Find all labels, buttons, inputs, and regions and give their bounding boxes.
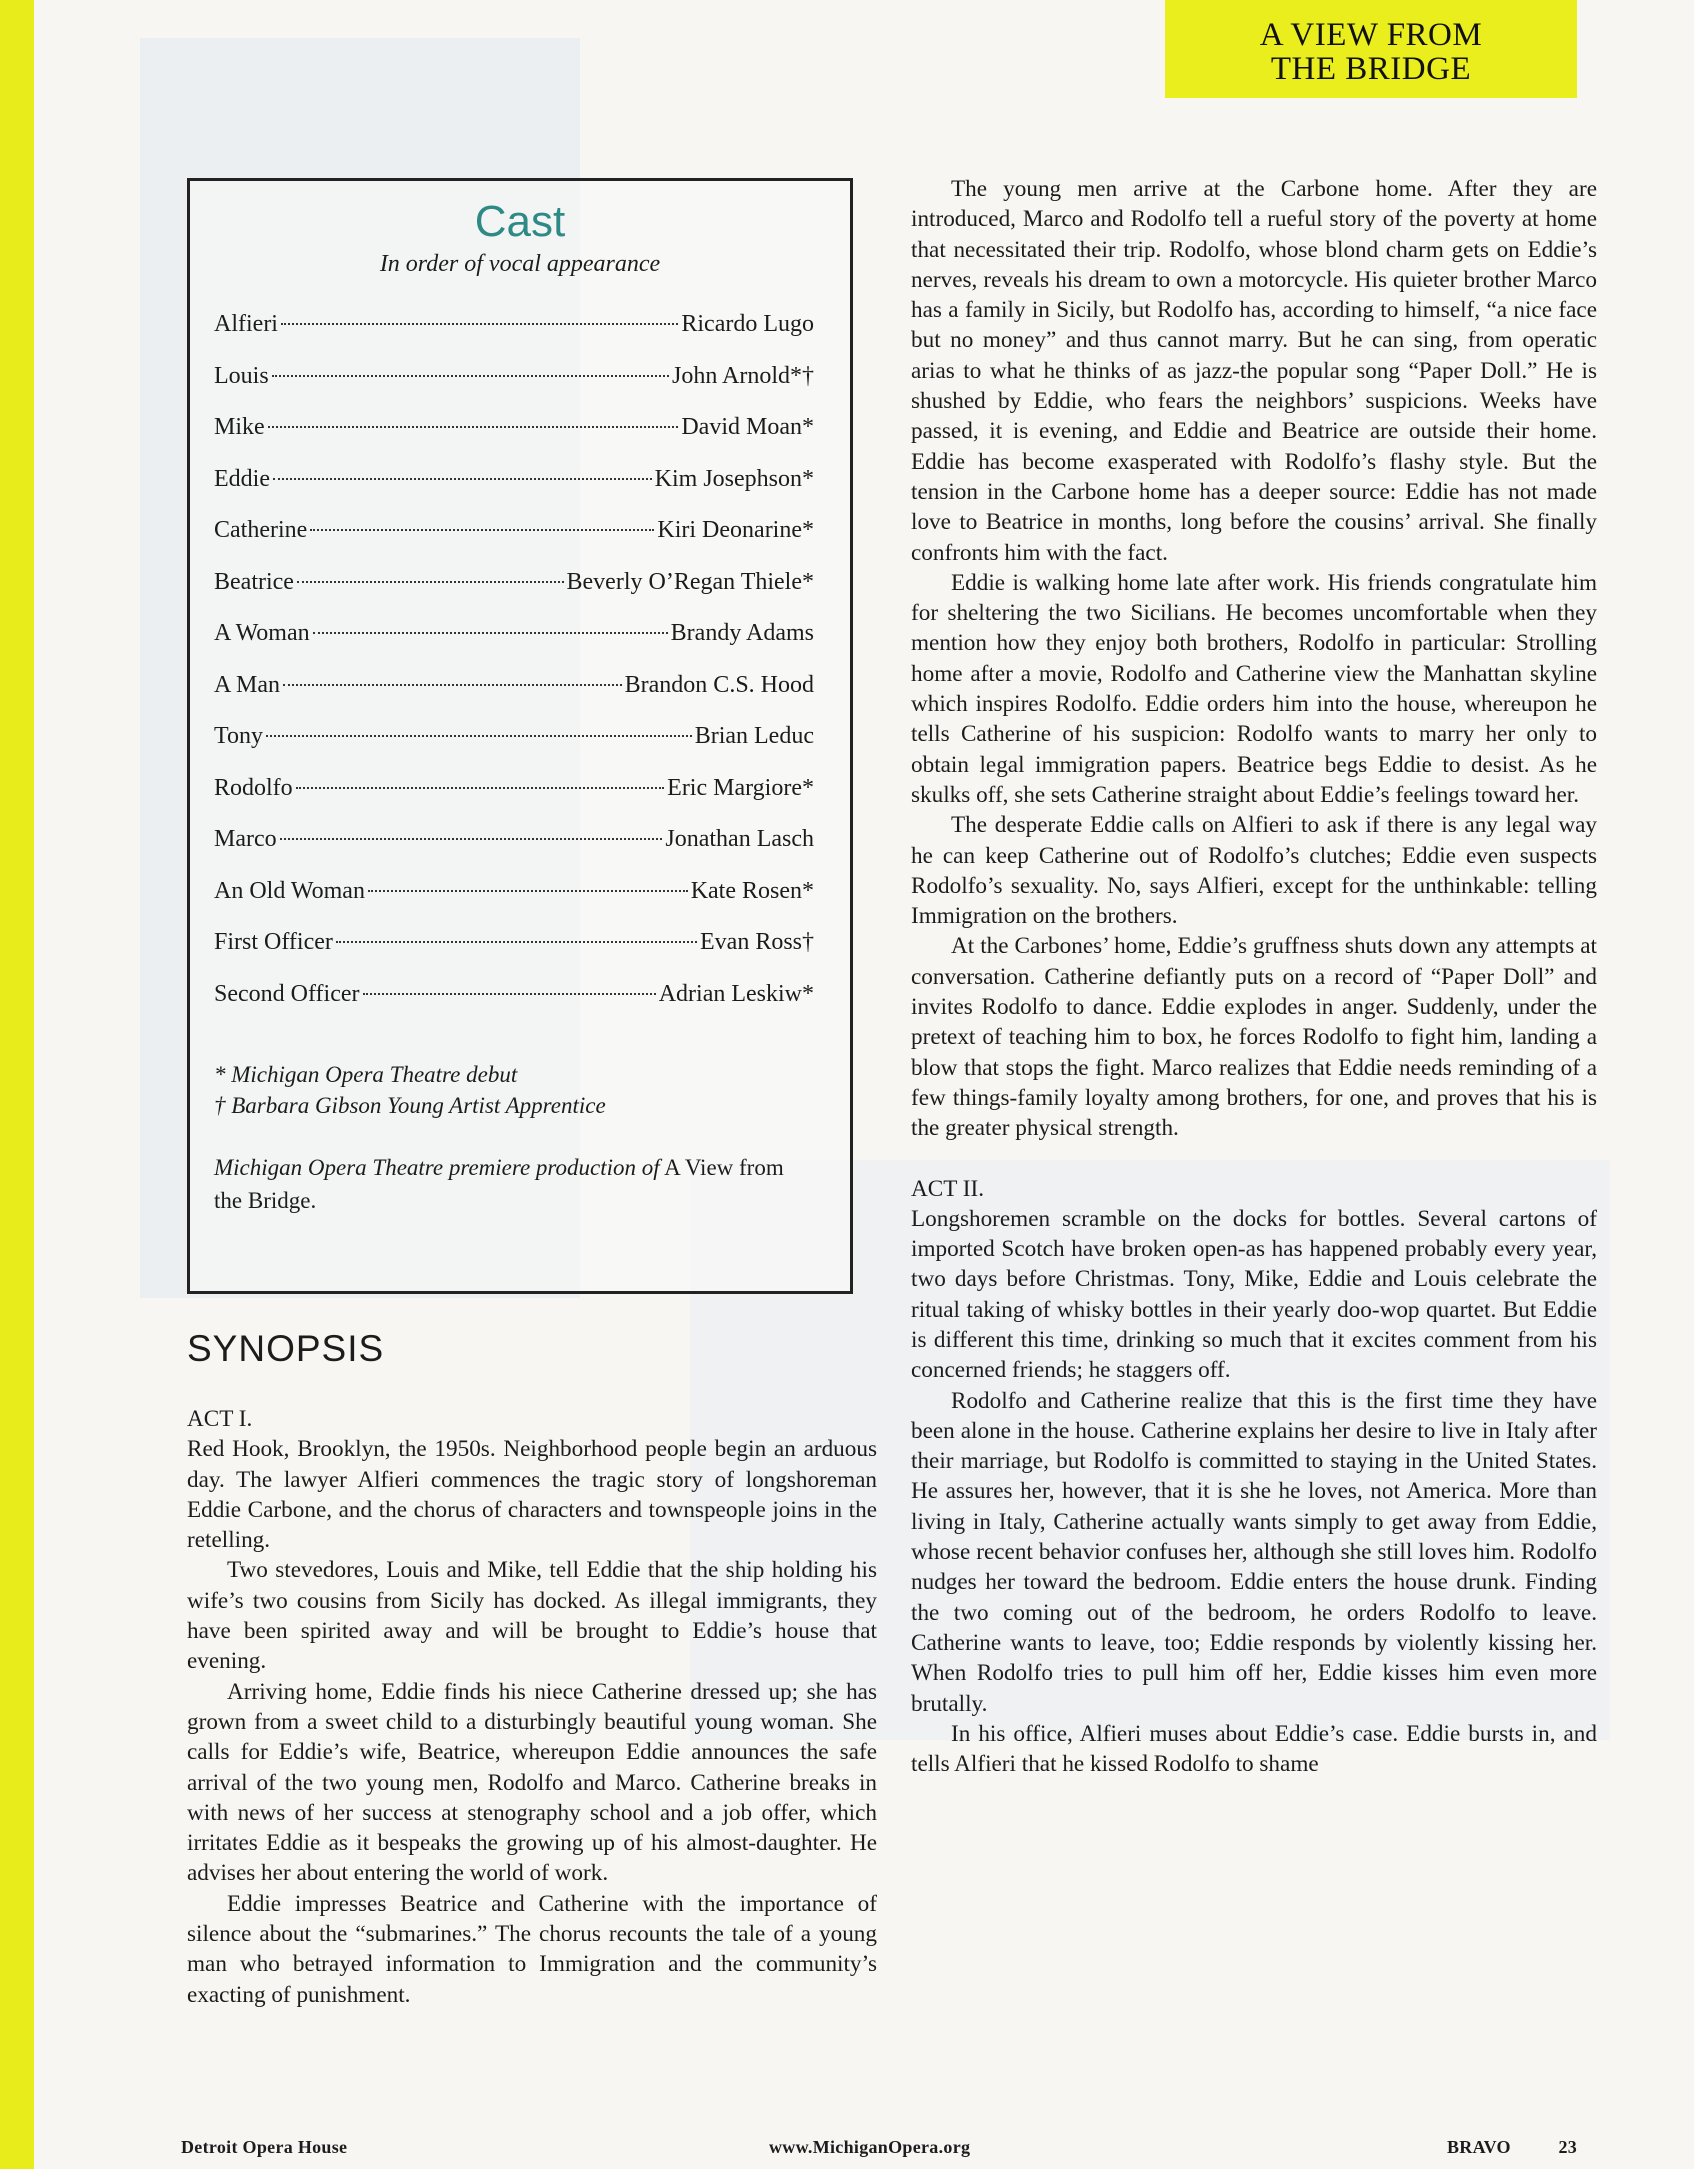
leader-dots [310,529,654,531]
cast-role: Eddie [214,465,270,492]
cast-actor: Brian Leduc [694,723,814,749]
cast-actor: Kate Rosen* [690,877,814,904]
cast-actor: Jonathan Lasch [665,826,814,852]
cast-row [214,620,814,672]
cast-actor: Evan Ross† [700,929,814,955]
leader-dots [268,426,679,428]
cast-actor: Ricardo Lugo [681,311,814,337]
cast-actor: David Moan* [681,414,814,440]
note-apprentice: † Barbara Gibson Young Artist Apprentice [214,1093,606,1118]
cast-actor: Beverly O’Regan Thiele* [566,568,814,595]
synopsis-column-right [911,174,1597,1779]
cast-row [214,672,814,724]
cast-row [214,929,814,981]
cast-role: Catherine [214,517,308,543]
cast-row [214,775,814,827]
cast-row [214,723,814,775]
synopsis-paragraph: Red Hook, Brooklyn, the 1950s. Neighborhood people begin an arduous day. The lawyer Alfieri commences the tragic story of longshoreman Eddie Carbone, and the chorus of characters and townspeople joins in the retelling. [187,1436,877,1554]
leader-dots [283,684,622,686]
leader-dots [336,941,697,943]
cast-row [214,826,814,878]
synopsis-paragraph: The desperate Eddie calls on Alfieri to ask if there is any legal way he can keep Catherine out of Rodolfo’s clutches; Eddie even suspects Rodolfo’s sexuality. No, says Alfieri, except for the unthinkable: telling Immigration on the brothers. [911,812,1597,930]
header-line-2: THE BRIDGE [1270,51,1472,87]
footer-page-number: 23 [1558,2137,1578,2157]
cast-title: Cast [474,197,566,246]
cast-role: Alfieri [214,311,278,337]
cast-role: An Old Woman [214,877,365,904]
cast-row [214,517,814,569]
cast-subtitle: In order of vocal appearance [379,251,661,277]
note-debut: * Michigan Opera Theatre debut [214,1062,518,1087]
footer-page [1447,2137,1577,2158]
premiere-prefix: Michigan Opera Theatre premiere production of [214,1155,660,1180]
synopsis-paragraph: The young men arrive at the Carbone home. After they are introduced, Marco and Rodolfo tell a rueful story of the poverty at home that necessitated their trip. Rodolfo, whose blond charm gets on Eddie’s nerves, reveals his dream to own a motorcycle. His quieter brother Marco has a family in Sicily, but Rodolfo has, according to himself, “a nice face but no money” and thus cannot marry. But he can sing, from operatic arias to what he thinks of as jazz-the popular song “Paper Doll.” He is shushed by Eddie, who fears the neighbors’ suspicions. Weeks have passed, it is evening, and Eddie and Beatrice are outside their home. Eddie has become exasperated with Rodolfo’s flashy style. But the tension in the Carbone home has a deeper source: Eddie has not made love to Beatrice in months, long before the cousins’ arrival. She finally confronts him with the fact. [911,176,1597,566]
cast-row [214,878,814,930]
leader-dots [363,993,656,995]
synopsis-heading: SYNOPSIS [187,1328,385,1369]
header-tab [1165,0,1577,98]
cast-role: A Man [214,671,280,698]
header-line-1: A VIEW FROM [1259,17,1483,53]
cast-notes [214,1059,814,1121]
synopsis-paragraph: In his office, Alfieri muses about Eddie’s case. Eddie bursts in, and tells Alfieri that he kissed Rodolfo to shame [911,1720,1597,1778]
cast-role: A Woman [214,620,310,646]
cast-actor: Eric Margiore* [667,774,814,801]
act1-label: ACT I. [187,1406,253,1432]
leader-dots [296,787,664,789]
cast-row [214,981,814,1033]
cast-role: Second Officer [214,980,360,1007]
cast-role: Louis [214,362,269,389]
cast-role: Mike [214,414,265,440]
footer-website: www.MichiganOpera.org [769,2137,971,2157]
leader-dots [368,890,688,892]
cast-list [214,311,814,1032]
cast-box [187,178,853,1294]
synopsis-paragraph: Longshoremen scramble on the docks for bottles. Several cartons of imported Scotch have broken open-as has happened probably every year, two days before Christmas. Tony, Mike, Eddie and Louis celebrate the ritual taking of whisky bottles in their yearly doo-wop quartet. But Eddie is different this time, drinking so much that it excites comment from his concerned friends; he staggers off. [911,1205,1597,1384]
cast-row [214,569,814,621]
cast-actor: Kim Josephson* [654,465,814,492]
synopsis-paragraph: Two stevedores, Louis and Mike, tell Eddie that the ship holding his wife’s two cousins from Sicily has docked. As illegal immigrants, they have been spirited away and will be brought to Eddie’s house that evening. [187,1557,877,1675]
leader-dots [266,735,692,737]
synopsis-column-left [187,1404,877,2010]
cast-row [214,311,814,363]
leader-dots [280,838,663,840]
cast-role: Tony [214,723,263,749]
synopsis-paragraph: Eddie impresses Beatrice and Catherine with the importance of silence about the “submarines.” The chorus recounts the tale of a young man who betrayed information to Immigration and the community’s exacting of punishment. [187,1890,877,2008]
leader-dots [297,581,564,583]
cast-actor: Brandy Adams [670,620,814,646]
synopsis-paragraph: At the Carbones’ home, Eddie’s gruffness shuts down any attempts at conversation. Catherine defiantly puts on a record of “Paper Doll” and invites Rodolfo to dance. Eddie explodes in anger. Suddenly, under the pretext of teaching him to box, he forces Rodolfo to fight him, landing a blow that stops the fight. Marco realizes that Eddie needs reminding of a few things-family loyalty among brothers, for one, and proves that his is the greater physical strength. [911,933,1597,1142]
act2-label: ACT II. [911,1175,984,1202]
cast-row [214,363,814,415]
cast-role: Beatrice [214,568,294,595]
cast-actor: John Arnold*† [671,362,814,389]
leader-dots [281,323,678,325]
synopsis-paragraph: Rodolfo and Catherine realize that this is the first time they have been alone in the house. Catherine explains her desire to live in Italy after their marriage, but Rodolfo is committed to staying in the United States. He assures her, however, that it is she he loves, not America. More than living in Italy, Catherine actually wants simply to get away from Eddie, whose recent behavior confuses her, although she still loves him. Rodolfo nudges her toward the bedroom. Eddie enters the house drunk. Finding the two coming out of the bedroom, he orders Rodolfo to leave. Catherine wants to leave, too; Eddie responds by violently kissing her. When Rodolfo tries to pull him off her, Eddie kisses him even more brutally. [911,1387,1597,1717]
synopsis-paragraph: Eddie is walking home late after work. His friends congratulate him for sheltering the two Sicilians. He becomes uncomfortable when they mention how they enjoy both brothers, Rodolfo in particular: Strolling home after a movie, Rodolfo and Catherine view the Manhattan skyline which inspires Rodolfo. Eddie orders him into the house, whereupon he tells Catherine of his suspicion: Rodolfo wants to marry her only to obtain legal immigration papers. Beatrice begs Eddie to desist. As he skulks off, she sets Catherine straight about Eddie’s feelings toward her. [911,569,1597,808]
yellow-edge-bar [0,0,34,2169]
cast-actor: Kiri Deonarine* [657,517,814,543]
cast-actor: Brandon C.S. Hood [624,671,814,698]
premiere-title: A View from the Bridge. [214,1155,784,1213]
footer-venue: Detroit Opera House [181,2137,348,2157]
cast-role: Rodolfo [214,774,293,801]
premiere-note [214,1151,814,1217]
cast-row [214,466,814,518]
cast-role: First Officer [214,929,333,955]
cast-role: Marco [214,826,277,852]
section-gap [911,1144,1597,1174]
leader-dots [272,375,669,377]
leader-dots [273,478,652,480]
leader-dots [313,632,668,634]
synopsis-paragraph: Arriving home, Eddie finds his niece Catherine dressed up; she has grown from a sweet child to a disturbingly beautiful young woman. She calls for Eddie’s wife, Beatrice, whereupon Eddie announces the safe arrival of the two young men, Rodolfo and Marco. Catherine breaks in with news of her success at stenography school and a job offer, which irritates Eddie as it bespeaks the growing up of his almost-daughter. He advises her about entering the world of work. [187,1678,877,1887]
cast-actor: Adrian Leskiw* [658,980,814,1007]
footer-magazine: BRAVO [1447,2137,1511,2157]
cast-row [214,414,814,466]
